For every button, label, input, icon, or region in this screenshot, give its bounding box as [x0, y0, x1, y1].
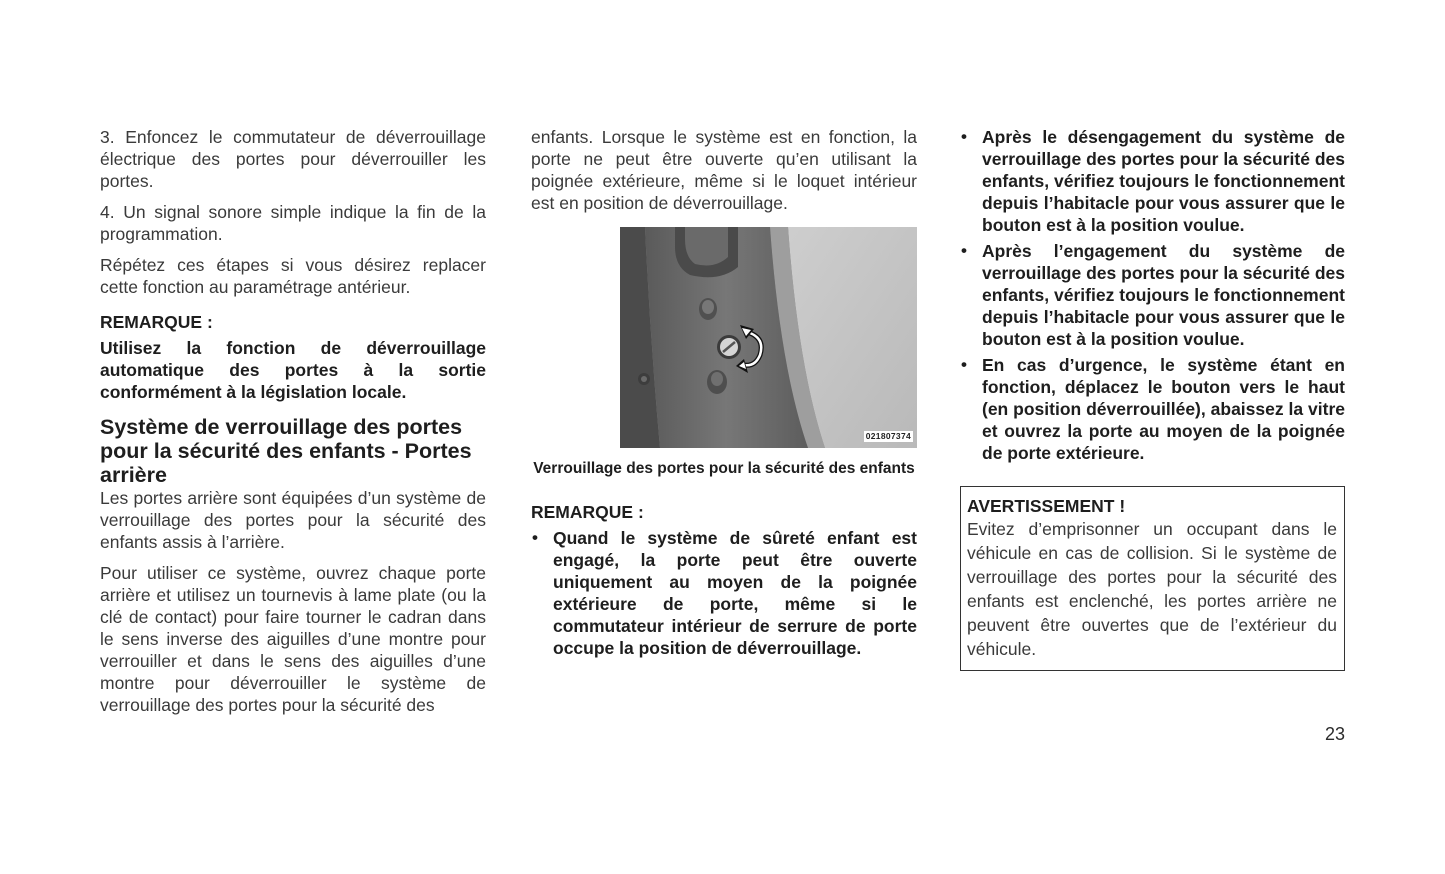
bullet-icon: •: [961, 127, 967, 146]
bullet-item: • Après l’engagement du système de verrouillage des portes pour la sécurité des enfants, vérifiez toujours le fonctionnement depuis l’habitacle pour vous assurer que le bouton est à la position voulue.: [961, 241, 1345, 349]
bullet-item: • Après le désengagement du système de verrouillage des portes pour la sécurité des enfants, vérifiez toujours le fonctionnement depuis l’habitacle pour vous assurer que le bouton est à la position voulue.: [961, 127, 1345, 235]
note-text: Utilisez la fonction de déverrouillage automatique des portes à la sortie conformément à la législation locale.: [100, 338, 486, 402]
figure-code: 021807374: [865, 431, 911, 441]
continuation-text: enfants. Lorsque le système est en fonction, la porte ne peut être ouverte qu’en utilisant la poignée extérieure, même si le loquet intérieur est en position de déverrouillage.: [531, 127, 917, 213]
child-lock-figure: [620, 227, 917, 448]
note-bullet-list: [531, 527, 917, 659]
note-bullet: • Quand le système de sûreté enfant est engagé, la porte peut être ouverte uniquement au moyen de la poignée extérieure de porte, même si le commutateur intérieur de serrure de porte occupe la position de déverrouillage.: [532, 528, 917, 658]
check-bullet-list: [960, 126, 1345, 464]
column-right: [960, 126, 1345, 671]
usage-text: Pour utiliser ce système, ouvrez chaque porte arrière et utilisez un tournevis à lame plate (ou la clé de contact) pour faire tourner le cadran dans le sens inverse des aiguilles d’une montre pour verrouiller et dans le sens des aiguilles d’une montre pour déverrouiller le système de verrouillage des portes pour la sécurité des: [100, 563, 486, 715]
page-number: 23: [1324, 724, 1345, 744]
bullet-icon: •: [961, 355, 967, 374]
warning-box: [960, 486, 1345, 671]
warning-text: Evitez d’emprisonner un occupant dans le véhicule en cas de collision. Si le système de verrouillage des portes pour la sécurité des enfants est enclenché, les portes arrière ne peuvent être ouvertes que de l’extérieur du véhicule.: [967, 519, 1337, 659]
bullet-item: • En cas d’urgence, le système étant en fonction, déplacez le bouton vers le haut (en position déverrouillée), abaissez la vitre et ouvrez la porte au moyen de la poignée de porte extérieure.: [961, 355, 1345, 463]
door-latch-illustration: [620, 227, 917, 448]
step-4-text: 4. Un signal sonore simple indique la fin de la programmation.: [100, 202, 486, 244]
step-3-text: 3. Enfoncez le commutateur de déverrouillage électrique des portes pour déverrouiller les portes.: [100, 127, 486, 191]
column-left: [100, 126, 486, 725]
repeat-text: Répétez ces étapes si vous désirez replacer cette fonction au paramétrage antérieur.: [100, 255, 486, 297]
column-middle: [531, 126, 917, 663]
note-label-2: REMARQUE :: [531, 502, 644, 522]
figure-caption: Verrouillage des portes pour la sécurité des enfants: [533, 460, 915, 477]
intro-text: Les portes arrière sont équipées d’un système de verrouillage des portes pour la sécurité des enfants assis à l’arrière.: [100, 488, 486, 552]
bullet-icon: •: [532, 528, 538, 547]
section-heading: Système de verrouillage des portes pour la sécurité des enfants - Portes arrière: [100, 415, 472, 487]
bullet-icon: •: [961, 241, 967, 260]
warning-title: AVERTISSEMENT !: [967, 496, 1126, 516]
note-label: REMARQUE :: [100, 312, 213, 332]
